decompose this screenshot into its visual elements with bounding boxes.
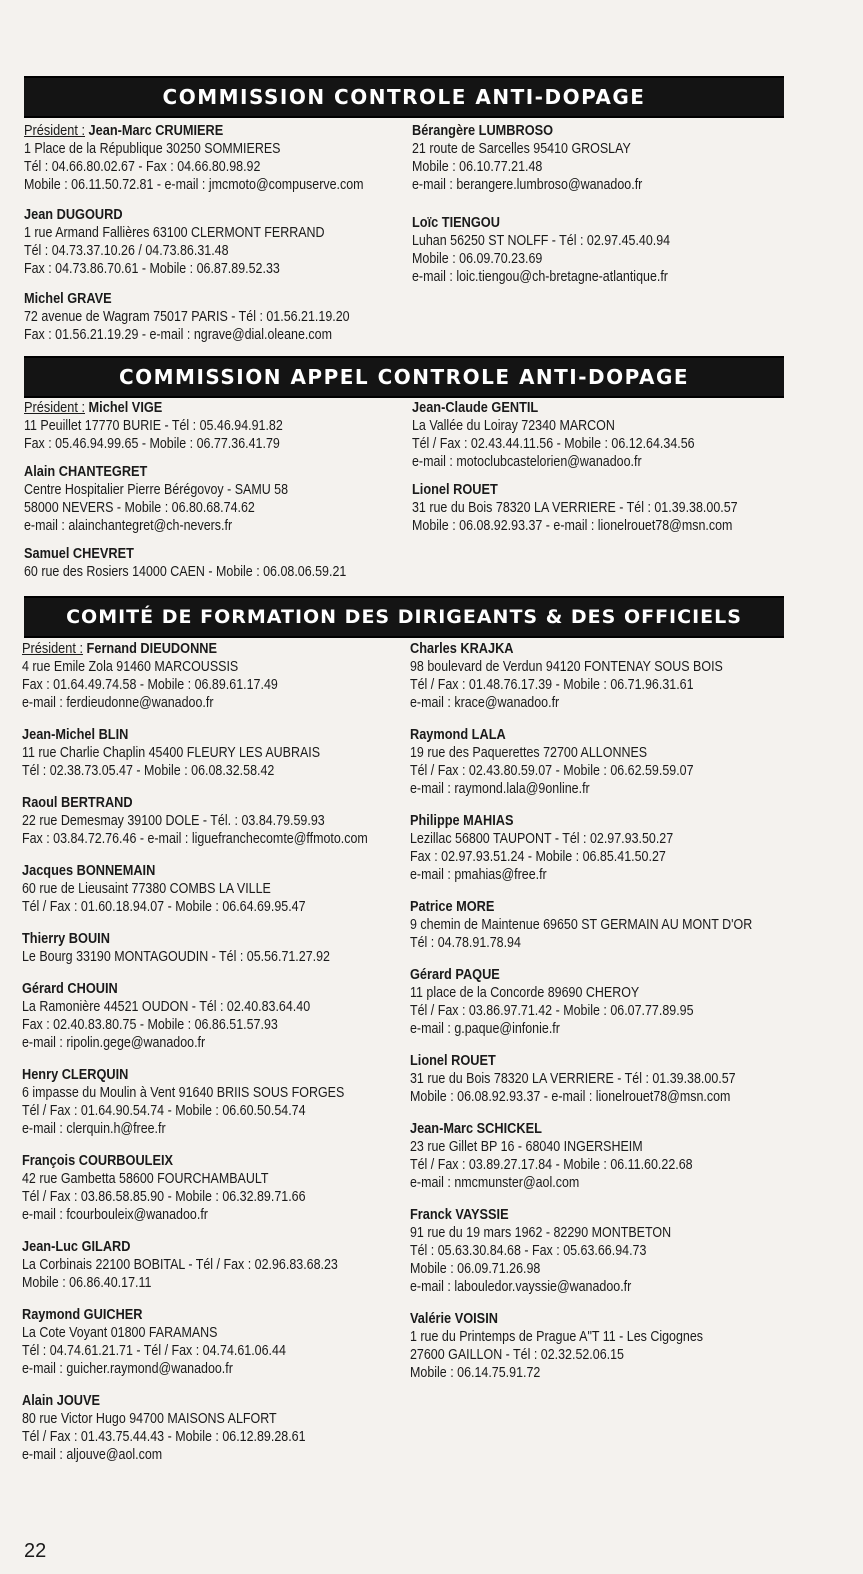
section-title-anti-doping: COMMISSION CONTROLE ANTI-DOPAGE: [24, 76, 784, 118]
contact-name: Jean-Luc GILARD: [22, 1239, 131, 1255]
contact-line: Mobile : 06.08.92.93.37 - e-mail : lionelrouet78@msn.com: [412, 518, 733, 534]
person-name: Fernand DIEUDONNE: [86, 641, 218, 657]
contact-line: Fax : 02.97.93.51.24 - Mobile : 06.85.41.50.27: [410, 849, 666, 865]
contact-line: 58000 NEVERS - Mobile : 06.80.68.74.62: [24, 500, 255, 516]
column-right: [410, 640, 810, 1382]
contact-line: Tél : 04.73.37.10.26 / 04.73.86.31.48: [24, 243, 229, 259]
contact-line: Fax : 03.84.72.76.46 - e-mail : liguefranchecomte@ffmoto.com: [22, 831, 368, 847]
contact-entry: [410, 898, 810, 952]
contact-entry: [22, 726, 402, 780]
contact-line: 9 chemin de Maintenue 69650 ST GERMAIN AU MONT D'OR: [410, 917, 753, 933]
column-left: [24, 399, 404, 581]
contact-name: Patrice MORE: [410, 899, 495, 915]
contact-line: Tél / Fax : 03.86.97.71.42 - Mobile : 06.07.77.89.95: [410, 1003, 694, 1019]
section-title-appeal-anti-doping: COMMISSION APPEL CONTROLE ANTI-DOPAGE: [24, 356, 784, 398]
contact-line: Mobile : 06.10.77.21.48: [412, 159, 543, 175]
contact-entry: [410, 1052, 810, 1106]
contact-name: Henry CLERQUIN: [22, 1067, 129, 1083]
contact-line: e-mail : alainchantegret@ch-nevers.fr: [24, 518, 233, 534]
contact-line: Tél : 02.38.73.05.47 - Mobile : 06.08.32.58.42: [22, 763, 275, 779]
contact-entry: [410, 1206, 810, 1296]
contact-line: Tél : 04.78.91.78.94: [410, 935, 521, 951]
contact-line: Le Bourg 33190 MONTAGOUDIN - Tél : 05.56.71.27.92: [22, 949, 330, 965]
contact-line: Mobile : 06.86.40.17.11: [22, 1275, 152, 1291]
contact-line: Mobile : 06.11.50.72.81 - e-mail : jmcmoto@compuserve.com: [24, 177, 364, 193]
contact-entry: [22, 1066, 402, 1138]
contact-entry: [412, 122, 792, 194]
contact-line: La Ramonière 44521 OUDON - Tél : 02.40.83.64.40: [22, 999, 311, 1015]
contact-entry: [22, 930, 402, 966]
contact-line: Fax : 04.73.86.70.61 - Mobile : 06.87.89.52.33: [24, 261, 280, 277]
contact-line: La Corbinais 22100 BOBITAL - Tél / Fax : 02.96.83.68.23: [22, 1257, 338, 1273]
contact-line: e-mail : g.paque@infonie.fr: [410, 1021, 560, 1037]
contact-name: Raymond GUICHER: [22, 1307, 143, 1323]
role-label: Président :: [24, 123, 86, 139]
contact-entry: [410, 1310, 810, 1382]
contact-entry: [22, 1238, 402, 1292]
contact-entry: [22, 980, 402, 1052]
contact-line: e-mail : labouledor.vayssie@wanadoo.fr: [410, 1279, 632, 1295]
contact-entry: [22, 1392, 402, 1464]
contact-line: e-mail : pmahias@free.fr: [410, 867, 547, 883]
contact-line: 27600 GAILLON - Tél : 02.32.52.06.15: [410, 1347, 624, 1363]
contact-line: e-mail : fcourbouleix@wanadoo.fr: [22, 1207, 208, 1223]
contact-name: [22, 640, 356, 658]
contact-line: 80 rue Victor Hugo 94700 MAISONS ALFORT: [22, 1411, 277, 1427]
contact-entry: [22, 640, 402, 712]
contact-line: 91 rue du 19 mars 1962 - 82290 MONTBETON: [410, 1225, 672, 1241]
contact-line: Centre Hospitalier Pierre Bérégovoy - SAMU 58: [24, 482, 289, 498]
contact-line: 1 rue Armand Fallières 63100 CLERMONT FERRAND: [24, 225, 325, 241]
contact-entry: [412, 214, 792, 286]
contact-name: Raoul BERTRAND: [22, 795, 133, 811]
contact-line: 60 rue des Rosiers 14000 CAEN - Mobile : 06.08.06.59.21: [24, 564, 347, 580]
contact-name: Lionel ROUET: [412, 482, 498, 498]
contact-line: Mobile : 06.09.71.26.98: [410, 1261, 541, 1277]
contact-line: e-mail : krace@wanadoo.fr: [410, 695, 560, 711]
contact-line: 6 impasse du Moulin à Vent 91640 BRIIS SOUS FORGES: [22, 1085, 345, 1101]
contact-entry: [22, 794, 402, 848]
contact-name: Franck VAYSSIE: [410, 1207, 509, 1223]
contact-name: Michel GRAVE: [24, 291, 112, 307]
contact-line: e-mail : berangere.lumbroso@wanadoo.fr: [412, 177, 643, 193]
contact-name: Jean-Marc SCHICKEL: [410, 1121, 542, 1137]
contact-line: Tél / Fax : 03.89.27.17.84 - Mobile : 06.11.60.22.68: [410, 1157, 693, 1173]
contact-line: Mobile : 06.08.92.93.37 - e-mail : lionelrouet78@msn.com: [410, 1089, 731, 1105]
contact-name: Samuel CHEVRET: [24, 546, 134, 562]
contact-entry: [410, 726, 810, 798]
contact-line: Tél : 04.66.80.02.67 - Fax : 04.66.80.98.92: [24, 159, 261, 175]
contact-line: 11 rue Charlie Chaplin 45400 FLEURY LES AUBRAIS: [22, 745, 321, 761]
contact-line: Fax : 01.56.21.19.29 - e-mail : ngrave@dial.oleane.com: [24, 327, 332, 343]
contact-name: Alain JOUVE: [22, 1393, 101, 1409]
contact-entry: [410, 640, 810, 712]
contact-entry: [410, 1120, 810, 1192]
contact-entry: [410, 966, 810, 1038]
contact-entry: [24, 206, 404, 278]
contact-name: Raymond LALA: [410, 727, 506, 743]
contact-name: Jacques BONNEMAIN: [22, 863, 156, 879]
contact-name: Jean-Michel BLIN: [22, 727, 129, 743]
contact-entry: [410, 812, 810, 884]
contact-entry: [24, 545, 404, 581]
contact-line: 22 rue Demesmay 39100 DOLE - Tél. : 03.84.79.59.93: [22, 813, 325, 829]
contact-entry: [22, 1306, 402, 1378]
contact-name: Loïc TIENGOU: [412, 215, 500, 231]
column-left: [24, 122, 404, 344]
contact-entry: [24, 122, 404, 194]
contact-line: e-mail : loic.tiengou@ch-bretagne-atlantique.fr: [412, 269, 668, 285]
contact-line: e-mail : raymond.lala@9online.fr: [410, 781, 590, 797]
contact-line: e-mail : ripolin.gege@wanadoo.fr: [22, 1035, 206, 1051]
contact-line: e-mail : nmcmunster@aol.com: [410, 1175, 580, 1191]
contact-line: 11 Peuillet 17770 BURIE - Tél : 05.46.94.91.82: [24, 418, 283, 434]
contact-line: 60 rue de Lieusaint 77380 COMBS LA VILLE: [22, 881, 271, 897]
contact-line: 31 rue du Bois 78320 LA VERRIERE - Tél : 01.39.38.00.57: [412, 500, 738, 516]
contact-line: Tél : 04.74.61.21.71 - Tél / Fax : 04.74.61.06.44: [22, 1343, 286, 1359]
contact-line: 1 Place de la République 30250 SOMMIERES: [24, 141, 281, 157]
contact-line: 23 rue Gillet BP 16 - 68040 INGERSHEIM: [410, 1139, 643, 1155]
contact-line: Mobile : 06.14.75.91.72: [410, 1365, 541, 1381]
contact-line: Fax : 01.64.49.74.58 - Mobile : 06.89.61.17.49: [22, 677, 278, 693]
contact-entry: [24, 290, 404, 344]
contact-line: Lezillac 56800 TAUPONT - Tél : 02.97.93.50.27: [410, 831, 674, 847]
contact-name: Thierry BOUIN: [22, 931, 110, 947]
contact-entry: [412, 481, 792, 535]
contact-line: 21 route de Sarcelles 95410 GROSLAY: [412, 141, 631, 157]
section-title-training-committee: COMITÉ DE FORMATION DES DIRIGEANTS & DES OFFICIELS: [24, 596, 784, 638]
role-label: Président :: [24, 400, 86, 416]
contact-name: Lionel ROUET: [410, 1053, 496, 1069]
contact-entry: [22, 1152, 402, 1224]
contact-line: 98 boulevard de Verdun 94120 FONTENAY SOUS BOIS: [410, 659, 723, 675]
contact-name: Jean-Claude GENTIL: [412, 400, 539, 416]
page-number: 22: [24, 1540, 47, 1562]
contact-name: Philippe MAHIAS: [410, 813, 514, 829]
contact-line: Tél / Fax : 02.43.80.59.07 - Mobile : 06.62.59.59.07: [410, 763, 694, 779]
contact-line: e-mail : aljouve@aol.com: [22, 1447, 163, 1463]
contact-line: 19 rue des Paquerettes 72700 ALLONNES: [410, 745, 648, 761]
contact-entry: [22, 862, 402, 916]
contact-entry: [24, 399, 404, 453]
contact-name: Jean DUGOURD: [24, 207, 123, 223]
contact-line: Tél : 05.63.30.84.68 - Fax : 05.63.66.94.73: [410, 1243, 647, 1259]
contact-name: [24, 122, 358, 140]
contact-line: Tél / Fax : 03.86.58.85.90 - Mobile : 06.32.89.71.66: [22, 1189, 306, 1205]
contact-entry: [412, 399, 792, 471]
contact-name: Bérangère LUMBROSO: [412, 123, 554, 139]
contact-line: 42 rue Gambetta 58600 FOURCHAMBAULT: [22, 1171, 269, 1187]
contact-line: Tél / Fax : 02.43.44.11.56 - Mobile : 06.12.64.34.56: [412, 436, 695, 452]
role-label: Président :: [22, 641, 84, 657]
contact-name: Alain CHANTEGRET: [24, 464, 148, 480]
contact-line: Tél / Fax : 01.48.76.17.39 - Mobile : 06.71.96.31.61: [410, 677, 694, 693]
contact-name: [24, 399, 358, 417]
contact-line: Fax : 05.46.94.99.65 - Mobile : 06.77.36.41.79: [24, 436, 280, 452]
column-right: [412, 122, 792, 286]
contact-entry: [24, 463, 404, 535]
contact-line: e-mail : clerquin.h@free.fr: [22, 1121, 166, 1137]
contact-name: Gérard CHOUIN: [22, 981, 118, 997]
contact-line: 11 place de la Concorde 89690 CHEROY: [410, 985, 640, 1001]
contact-name: Charles KRAJKA: [410, 641, 514, 657]
contact-line: 1 rue du Printemps de Prague A"T 11 - Les Cigognes: [410, 1329, 704, 1345]
contact-line: 4 rue Emile Zola 91460 MARCOUSSIS: [22, 659, 239, 675]
contact-line: Tél / Fax : 01.60.18.94.07 - Mobile : 06.64.69.95.47: [22, 899, 306, 915]
contact-line: La Cote Voyant 01800 FARAMANS: [22, 1325, 218, 1341]
person-name: Jean-Marc CRUMIERE: [88, 123, 224, 139]
contact-line: 31 rue du Bois 78320 LA VERRIERE - Tél : 01.39.38.00.57: [410, 1071, 736, 1087]
contact-line: Mobile : 06.09.70.23.69: [412, 251, 543, 267]
contact-line: 72 avenue de Wagram 75017 PARIS - Tél : 01.56.21.19.20: [24, 309, 350, 325]
column-right: [412, 399, 792, 535]
contact-line: Tél / Fax : 01.64.90.54.74 - Mobile : 06.60.50.54.74: [22, 1103, 306, 1119]
contact-name: Gérard PAQUE: [410, 967, 500, 983]
contact-line: e-mail : guicher.raymond@wanadoo.fr: [22, 1361, 233, 1377]
contact-line: e-mail : motoclubcastelorien@wanadoo.fr: [412, 454, 642, 470]
column-left: [22, 640, 402, 1464]
contact-name: Valérie VOISIN: [410, 1311, 498, 1327]
person-name: Michel VIGE: [88, 400, 163, 416]
contact-line: Tél / Fax : 01.43.75.44.43 - Mobile : 06.12.89.28.61: [22, 1429, 306, 1445]
contact-line: La Vallée du Loiray 72340 MARCON: [412, 418, 615, 434]
contact-name: François COURBOULEIX: [22, 1153, 174, 1169]
contact-line: e-mail : ferdieudonne@wanadoo.fr: [22, 695, 214, 711]
contact-line: Luhan 56250 ST NOLFF - Tél : 02.97.45.40.94: [412, 233, 671, 249]
contact-line: Fax : 02.40.83.80.75 - Mobile : 06.86.51.57.93: [22, 1017, 278, 1033]
